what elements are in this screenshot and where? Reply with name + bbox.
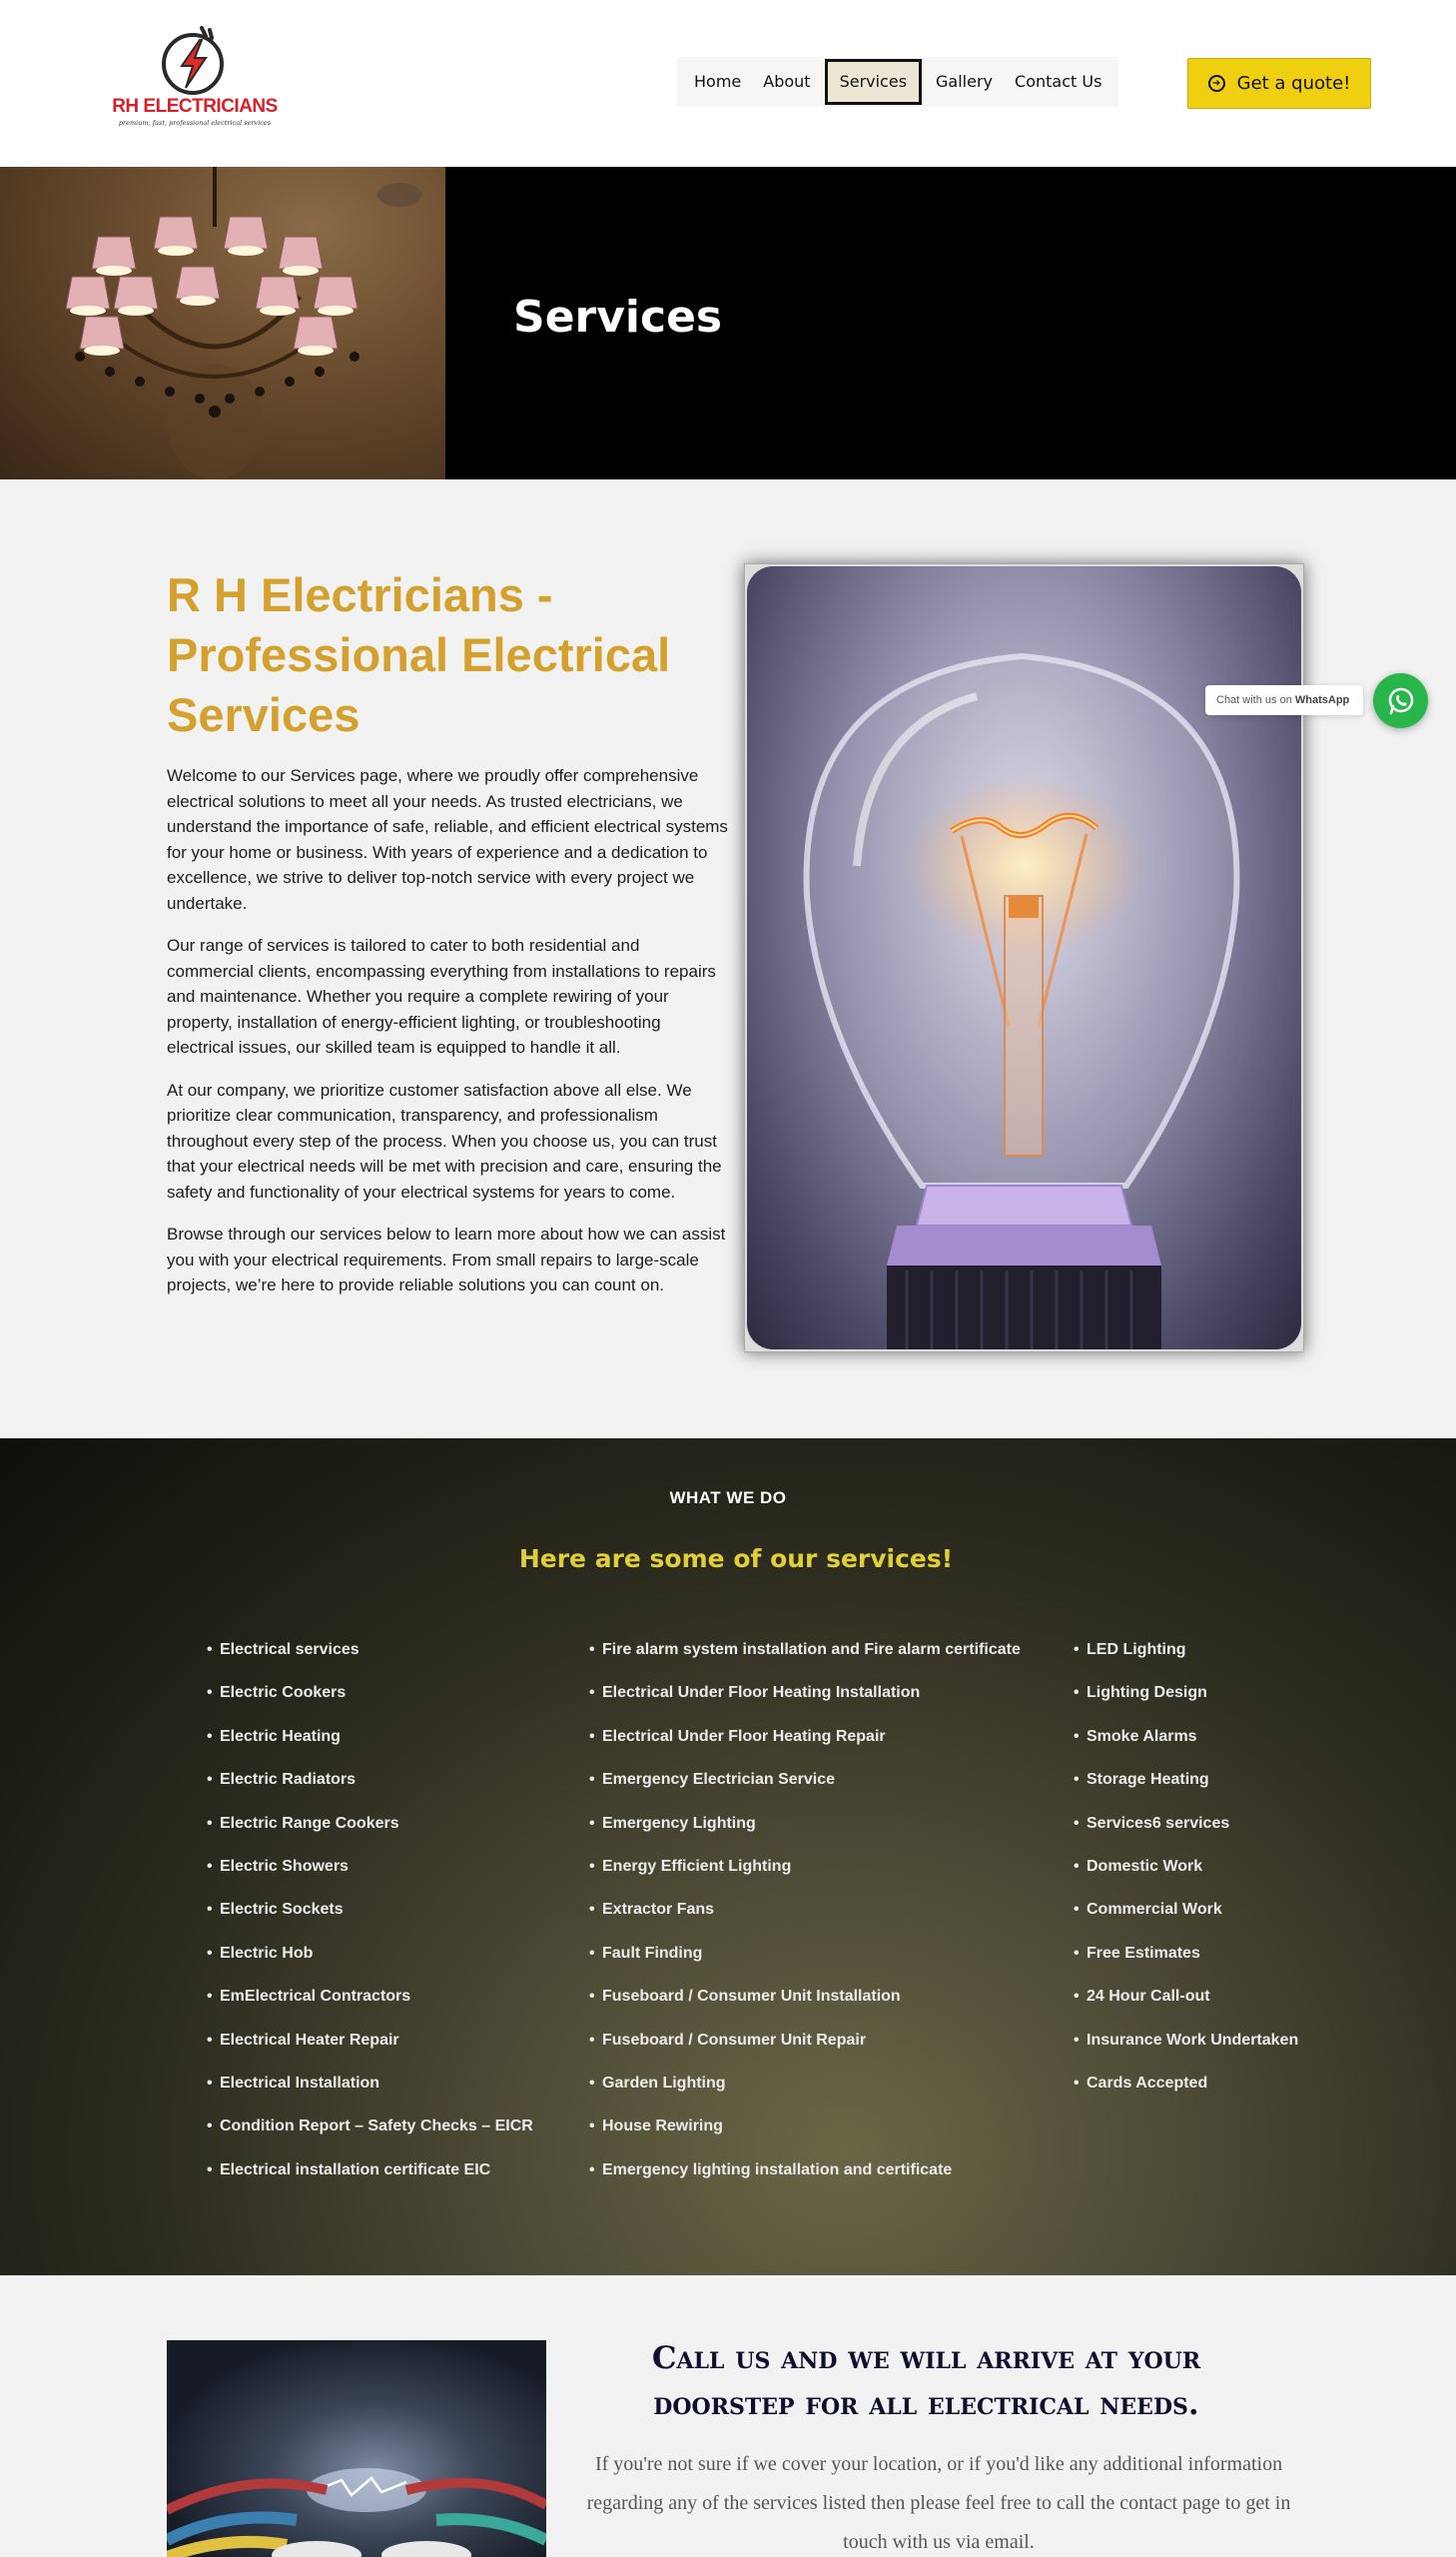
page-title: Services — [513, 292, 723, 343]
services-section — [0, 1438, 1456, 2275]
intro-paragraph: At our company, we prioritize customer satisfaction above all else. We prioritize clear communication, transparency, and professionalism throughout every step of the process. When you choose us, you can trust that your electrical needs will be met with precision and care, ensuring the safety and functionality of your electrical systems for years to come. — [167, 1080, 722, 1202]
services-list-3 — [1074, 1638, 1298, 2115]
intro-paragraph: Welcome to our Services page, where we proudly offer comprehensive electrical solutions to meet all your needs. As trusted electricians, we understand the importance of safe, reliable, and efficient electrical systems for your home or business. With years of experience and a dedication to excellence, we strive to deliver top-notch service with every project we undertake. — [167, 766, 728, 913]
service-item: • Lighting Design — [1074, 1681, 1298, 1724]
service-item: • Emergency lighting installation and certificate — [589, 2158, 1021, 2201]
call-section — [0, 2275, 1456, 2557]
intro-text — [167, 763, 728, 1315]
services-kicker: WHAT WE DO — [669, 1488, 787, 1507]
service-item: • House Rewiring — [589, 2115, 1021, 2157]
service-item: • Electrical Under Floor Heating Repair — [589, 1725, 1021, 1768]
service-item: • Fault Finding — [589, 1942, 1021, 1985]
service-item: • Electric Hob — [207, 1942, 533, 1985]
nav-gallery[interactable]: Gallery — [936, 72, 994, 91]
main-nav — [677, 57, 1118, 107]
logo-tagline: premium, fast, professional electrical services — [118, 119, 272, 127]
service-item: • Emergency Lighting — [589, 1812, 1021, 1855]
service-item: • Electric Heating — [207, 1725, 533, 1768]
intro-section — [0, 479, 1456, 1438]
service-item: • Smoke Alarms — [1074, 1725, 1298, 1768]
get-quote-label: Get a quote! — [1236, 73, 1351, 94]
whatsapp-icon — [1386, 686, 1416, 716]
service-item: • Electrical services — [207, 1638, 533, 1681]
nav-services[interactable]: Services — [825, 59, 922, 105]
services-title: Here are some of our services! — [518, 1544, 954, 1573]
site-logo[interactable] — [110, 26, 280, 136]
lightning-plug-icon — [160, 26, 230, 98]
intro-paragraph: Browse through our services below to learn more about how we can assist you with your electrical requirements. From small repairs to large-scale projects, we’re here to provide reliable solutions you can count on. — [167, 1225, 726, 1294]
service-item: • Fuseboard / Consumer Unit Installation — [589, 1985, 1021, 2028]
service-item: • EmElectrical Contractors — [207, 1985, 533, 2028]
service-item: • 24 Hour Call-out — [1074, 1985, 1298, 2028]
whatsapp-label-prefix: Chat with us on — [1216, 694, 1292, 706]
service-item: • Fire alarm system installation and Fire alarm certificate — [589, 1638, 1021, 1681]
whatsapp-label-brand: WhatsApp — [1294, 694, 1350, 706]
service-item: • Free Estimates — [1074, 1942, 1298, 1985]
lightbulb-image — [744, 563, 1304, 1352]
service-item: • Electric Sockets — [207, 1898, 533, 1941]
whatsapp-chat-label[interactable] — [1205, 685, 1363, 715]
service-item: • Electrical installation certificate EIC — [207, 2158, 533, 2201]
call-text: If you're not sure if we cover your location, or if you'd like any additional information regarding any of the services listed then please feel free to call the contact page to get in touch with us via email. — [586, 2453, 1291, 2553]
service-item: • Electric Showers — [207, 1855, 533, 1898]
service-item: • Storage Heating — [1074, 1768, 1298, 1811]
service-item: • Electric Range Cookers — [207, 1812, 533, 1855]
service-item: • Electrical Installation — [207, 2072, 533, 2115]
electric-cables-image — [167, 2340, 546, 2557]
get-quote-button[interactable] — [1187, 58, 1371, 109]
service-item: • Insurance Work Undertaken — [1074, 2029, 1298, 2072]
nav-about[interactable]: About — [763, 72, 811, 91]
service-item: • Electrical Under Floor Heating Installation — [589, 1681, 1021, 1724]
call-heading: Call us and we will arrive at your doorstep for all electrical needs. — [651, 2340, 1201, 2422]
service-item: • Fuseboard / Consumer Unit Repair — [589, 2029, 1021, 2072]
service-item: • Emergency Electrician Service — [589, 1768, 1021, 1811]
whatsapp-chat-button[interactable] — [1373, 673, 1428, 728]
site-header — [0, 0, 1456, 167]
service-item: • Electric Radiators — [207, 1768, 533, 1811]
chandelier-image — [0, 167, 445, 479]
service-item: • Services6 services — [1074, 1812, 1298, 1855]
arrow-circle-icon: ➜ — [1208, 75, 1225, 92]
intro-heading: R H Electricians - Professional Electrical Services — [167, 568, 671, 741]
service-item: • Electrical Heater Repair — [207, 2029, 533, 2072]
nav-contact[interactable]: Contact Us — [1015, 72, 1102, 91]
nav-home[interactable]: Home — [694, 72, 742, 91]
services-list-1 — [207, 1638, 533, 2201]
service-item: • Energy Efficient Lighting — [589, 1855, 1021, 1898]
service-item: • Cards Accepted — [1074, 2072, 1298, 2115]
service-item: • Domestic Work — [1074, 1855, 1298, 1898]
service-item: • Condition Report – Safety Checks – EICR — [207, 2115, 533, 2157]
hero-banner — [0, 167, 1456, 479]
service-item: • Extractor Fans — [589, 1898, 1021, 1941]
services-list-2 — [589, 1638, 1021, 2201]
service-item: • Garden Lighting — [589, 2072, 1021, 2115]
service-item: • LED Lighting — [1074, 1638, 1298, 1681]
service-item: • Electric Cookers — [207, 1681, 533, 1724]
logo-text: RH ELECTRICIANS — [112, 96, 278, 117]
intro-paragraph: Our range of services is tailored to cater to both residential and commercial clients, encompassing everything from installations to repairs and maintenance. Whether you require a complete rewiring of your property, installation of energy-efficient lighting, or troubleshooting electrical issues, our skilled team is equipped to handle it all. — [167, 936, 716, 1057]
service-item: • Commercial Work — [1074, 1898, 1298, 1941]
